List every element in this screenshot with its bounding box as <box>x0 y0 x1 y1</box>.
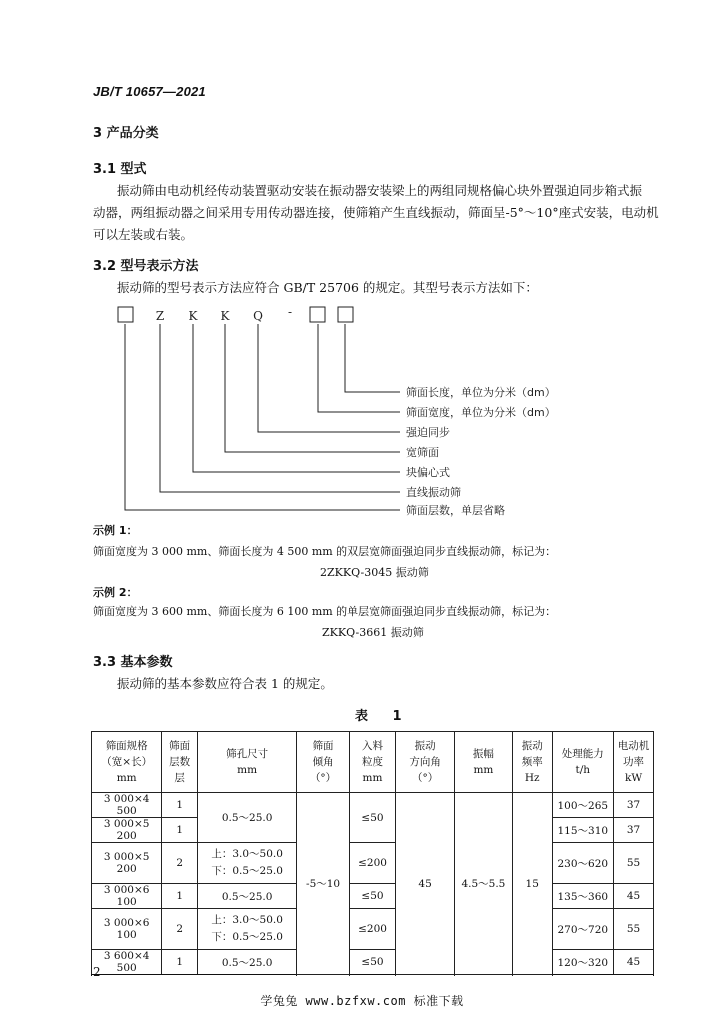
cell-spec: 3 000×5 200 <box>92 843 162 884</box>
legend-layers: 筛面层数，单层省略 <box>406 504 505 517</box>
cell-spec: 3 000×6 100 <box>92 884 162 909</box>
header-aperture: 筛孔尺寸 mm <box>197 732 296 793</box>
cell-amplitude: 4.5～5.5 <box>454 793 512 975</box>
section-3-1-line-1: 振动筛由电动机经传动装置驱动安装在振动器安装梁上的两组同规格偏心块外置强迫同步箱式振 <box>117 183 643 198</box>
legend-forced-sync: 强迫同步 <box>406 426 450 439</box>
letter-k-2: K <box>220 309 230 323</box>
model-dash: - <box>287 305 293 319</box>
cell-capacity: 230～620 <box>552 843 614 884</box>
example-2-mark: ZKKQ-3661 振动筛 <box>322 626 424 639</box>
model-designation-diagram <box>110 302 570 517</box>
cell-spec: 3 600×4 500 <box>92 950 162 975</box>
cell-power: 37 <box>614 793 654 818</box>
example-1-mark: 2ZKKQ-3045 振动筛 <box>320 566 429 579</box>
section-3-2-intro: 振动筛的型号表示方法应符合 GB/T 25706 的规定。其型号表示方法如下： <box>117 280 538 295</box>
section-3-1-title: 3.1 型式 <box>93 162 147 177</box>
letter-q: Q <box>253 309 263 323</box>
cell-power: 45 <box>614 950 654 975</box>
section-3-2-title: 3.2 型号表示方法 <box>93 259 199 274</box>
table-row <box>92 793 654 818</box>
example-2-label: 示例 2： <box>93 586 138 599</box>
cell-layers: 1 <box>162 793 198 818</box>
legend-linear-screen: 直线振动筛 <box>406 486 461 499</box>
cell-aperture: 0.5～25.0 <box>197 950 296 975</box>
cell-feed-size: ≤50 <box>349 793 395 843</box>
cell-layers: 1 <box>162 818 198 843</box>
cell-feed-size: ≤50 <box>349 884 395 909</box>
cell-frequency: 15 <box>512 793 552 975</box>
example-2-text: 筛面宽度为 3 600 mm、筛面长度为 6 100 mm 的单层宽筛面强迫同步直线振动筛，标记为： <box>93 605 557 618</box>
table-row <box>92 909 654 950</box>
cell-power: 55 <box>614 909 654 950</box>
cell-feed-size: ≤50 <box>349 950 395 975</box>
header-inclination: 筛面 倾角 （°） <box>297 732 349 793</box>
cell-capacity: 115～310 <box>552 818 614 843</box>
cell-capacity: 135～360 <box>552 884 614 909</box>
cell-power: 45 <box>614 884 654 909</box>
header-feed-size: 入料 粒度 mm <box>349 732 395 793</box>
cell-power: 55 <box>614 843 654 884</box>
cell-layers: 1 <box>162 884 198 909</box>
header-spec: 筛面规格 （宽×长） mm <box>92 732 162 793</box>
standard-number: JB/T 10657—2021 <box>93 84 206 99</box>
letter-z: Z <box>155 309 165 323</box>
cell-direction-angle: 45 <box>396 793 455 975</box>
layer-count-box <box>118 307 133 322</box>
header-amplitude: 振幅 mm <box>454 732 512 793</box>
header-frequency: 振动 频率 Hz <box>512 732 552 793</box>
cell-layers: 1 <box>162 950 198 975</box>
table-header-row <box>92 732 654 793</box>
page-number: 2 <box>93 965 101 979</box>
cell-feed-size: ≤200 <box>349 843 395 884</box>
letter-k-1: K <box>188 309 198 323</box>
cell-inclination: -5～10 <box>297 793 349 975</box>
section-3-3-intro: 振动筛的基本参数应符合表 1 的规定。 <box>117 676 333 691</box>
section-3-3-title: 3.3 基本参数 <box>93 655 173 670</box>
table-row <box>92 843 654 884</box>
cell-capacity: 120～320 <box>552 950 614 975</box>
example-1-label: 示例 1： <box>93 524 138 537</box>
cell-layers: 2 <box>162 843 198 884</box>
cell-feed-size: ≤200 <box>349 909 395 950</box>
section-3-1-line-2: 动器，两组振动器之间采用专用传动器连接，使筛箱产生直线振动，筛面呈-5°～10°座式安装，电动机 <box>93 205 659 220</box>
length-box <box>338 307 353 322</box>
width-box <box>310 307 325 322</box>
cell-spec: 3 000×6 100 <box>92 909 162 950</box>
cell-capacity: 270～720 <box>552 909 614 950</box>
header-direction-angle: 振动 方向角 （°） <box>396 732 455 793</box>
basic-parameters-table <box>91 731 654 975</box>
legend-width: 筛面宽度，单位为分米（dm） <box>406 406 556 419</box>
legend-length: 筛面长度，单位为分米（dm） <box>406 386 556 399</box>
cell-layers: 2 <box>162 909 198 950</box>
table-1-caption: 表 1 <box>355 709 412 724</box>
footer-download-text: 学兔兔 www.bzfxw.com 标准下载 <box>260 994 464 1008</box>
section-3-title: 3 产品分类 <box>93 126 159 141</box>
cell-aperture: 上：3.0～50.0 下：0.5～25.0 <box>197 843 296 884</box>
cell-aperture: 0.5～25.0 <box>197 884 296 909</box>
cell-capacity: 100～265 <box>552 793 614 818</box>
cell-aperture: 0.5～25.0 <box>197 793 296 843</box>
legend-wide-deck: 宽筛面 <box>406 446 439 459</box>
legend-block-eccentric: 块偏心式 <box>406 466 450 479</box>
cell-spec: 3 000×5 200 <box>92 818 162 843</box>
header-layers: 筛面 层数 层 <box>162 732 198 793</box>
cell-spec: 3 000×4 500 <box>92 793 162 818</box>
table-row <box>92 950 654 975</box>
header-capacity: 处理能力 t/h <box>552 732 614 793</box>
header-power: 电动机 功率 kW <box>614 732 654 793</box>
cell-aperture: 上：3.0～50.0 下：0.5～25.0 <box>197 909 296 950</box>
section-3-1-line-3: 可以左装或右装。 <box>93 227 194 242</box>
example-1-text: 筛面宽度为 3 000 mm、筛面长度为 4 500 mm 的双层宽筛面强迫同步直线振动筛，标记为： <box>93 545 557 558</box>
table-row <box>92 884 654 909</box>
cell-power: 37 <box>614 818 654 843</box>
